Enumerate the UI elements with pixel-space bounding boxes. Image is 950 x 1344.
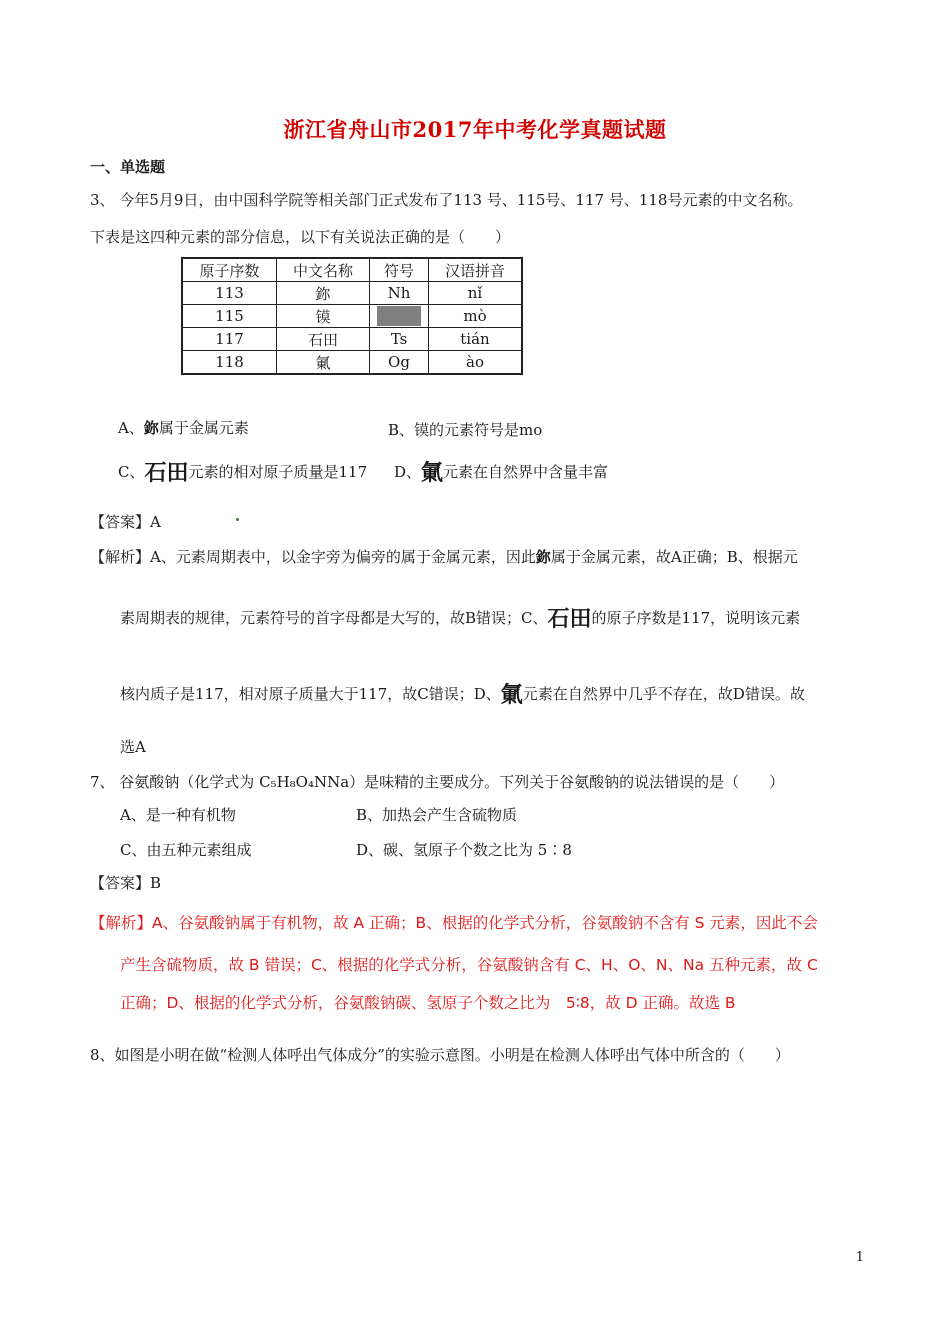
table-row [182,305,522,328]
q3-line2: 下表是这四种元素的部分信息，以下有关说法正确的是（ ） [90,228,511,246]
element-glyph: 氭 [500,682,523,708]
redacted-symbol-box [377,306,421,326]
table-cell: Nh [370,282,429,305]
element-glyph: 石田 [144,460,189,486]
element-glyph: 鉨 [535,548,551,566]
q7-explanation-line1: 【解析】A、谷氨酸钠属于有机物，故 A 正确；B、根据的化学式分析，谷氨酸钠不含有 S 元素，因此不会 [90,914,818,932]
explanation-text: 【解析】A、元素周期表中，以金字旁为偏旁的属于金属元素，因此 [90,548,536,566]
q3-option-a [118,418,249,438]
table-cell: mò [429,305,523,328]
stray-dot [236,518,239,521]
q7-option-b: B、加热会产生含硫物质 [356,806,518,824]
table-cell: Og [370,351,429,375]
table-cell: 115 [182,305,277,328]
table-row [182,282,522,305]
q7-explanation-line3: 正确；D、根据的化学式分析，谷氨酸钠碳、氢原子个数之比为 5∶8，故 D 正确。故选 B [120,994,736,1012]
q3-option-c [118,460,368,486]
element-glyph: 氭 [421,460,444,486]
q7-option-a: A、是一种有机物 [120,806,236,824]
table-cell: tián [429,328,523,351]
option-prefix: A、 [118,419,144,437]
page-number: 1 [855,1250,864,1265]
table-cell: 117 [182,328,277,351]
q7-option-c: C、由五种元素组成 [120,841,252,859]
section-heading: 一、单选题 [90,158,166,176]
explanation-text: 属于金属元素，故A正确；B、根据元 [550,548,798,566]
option-text: 元素的相对原子质量是117 [188,463,368,481]
q3-line1: 3、 今年5月9日，由中国科学院等相关部门正式发布了113 号、115号、117 号、118号元素的中文名称。 [90,191,803,209]
q3-explanation-line3 [120,682,805,708]
table-cell: 鉨 [277,282,370,305]
table-cell: ào [429,351,523,375]
q3-option-b: B、镆的元素符号是mo [388,421,543,439]
element-table [181,257,523,375]
option-text: 属于金属元素 [158,419,249,437]
table-header: 原子序数 [182,258,277,282]
q7-explanation-line2: 产生含硫物质，故 B 错误；C、根据的化学式分析，谷氨酸钠含有 C、H、O、N、Na 五种元素，故 C [120,956,818,974]
q7-line1: 7、 谷氨酸钠（化学式为 C₅H₈O₄NNa）是味精的主要成分。下列关于谷氨酸钠的说法错误的是（ ） [90,773,785,791]
table-header: 汉语拼音 [429,258,523,282]
explanation-text: 素周期表的规律，元素符号的首字母都是大写的，故B错误；C、 [120,609,548,627]
element-glyph: 鉨 [143,419,159,437]
table-header-row [182,258,522,282]
q7-option-d: D、碳、氢原子个数之比为 5∶8 [356,841,572,859]
element-glyph: 石田 [547,606,592,632]
table-cell-redacted [370,305,429,328]
table-cell: 氭 [277,351,370,375]
q7-answer: 【答案】B [90,874,162,892]
q8-line1: 8、如图是小明在做“检测人体呼出气体成分”的实验示意图。小明是在检测人体呼出气体中所含的（ ） [90,1046,790,1064]
table-cell: nǐ [429,282,523,305]
q3-explanation-line1 [90,547,798,567]
table-row [182,351,522,375]
table-cell: Ts [370,328,429,351]
option-prefix: D、 [394,463,422,481]
q3-explanation-line4: 选A [120,738,146,756]
table-row [182,328,522,351]
document-title: 浙江省舟山市2017年中考化学真题试题 [283,117,667,142]
table-cell: 石田 [277,328,370,351]
option-prefix: C、 [118,463,145,481]
option-text: 元素在自然界中含量丰富 [443,463,609,481]
table-cell: 113 [182,282,277,305]
explanation-text: 核内质子是117，相对原子质量大于117，故C错误；D、 [120,685,501,703]
table-cell: 118 [182,351,277,375]
explanation-text: 元素在自然界中几乎不存在，故D错误。故 [522,685,805,703]
q3-explanation-line2 [120,606,801,632]
table-cell: 镆 [277,305,370,328]
table-header: 符号 [370,258,429,282]
q3-answer: 【答案】A [90,513,161,531]
q3-option-d [394,460,609,486]
table-header: 中文名称 [277,258,370,282]
explanation-text: 的原子序数是117，说明该元素 [591,609,801,627]
